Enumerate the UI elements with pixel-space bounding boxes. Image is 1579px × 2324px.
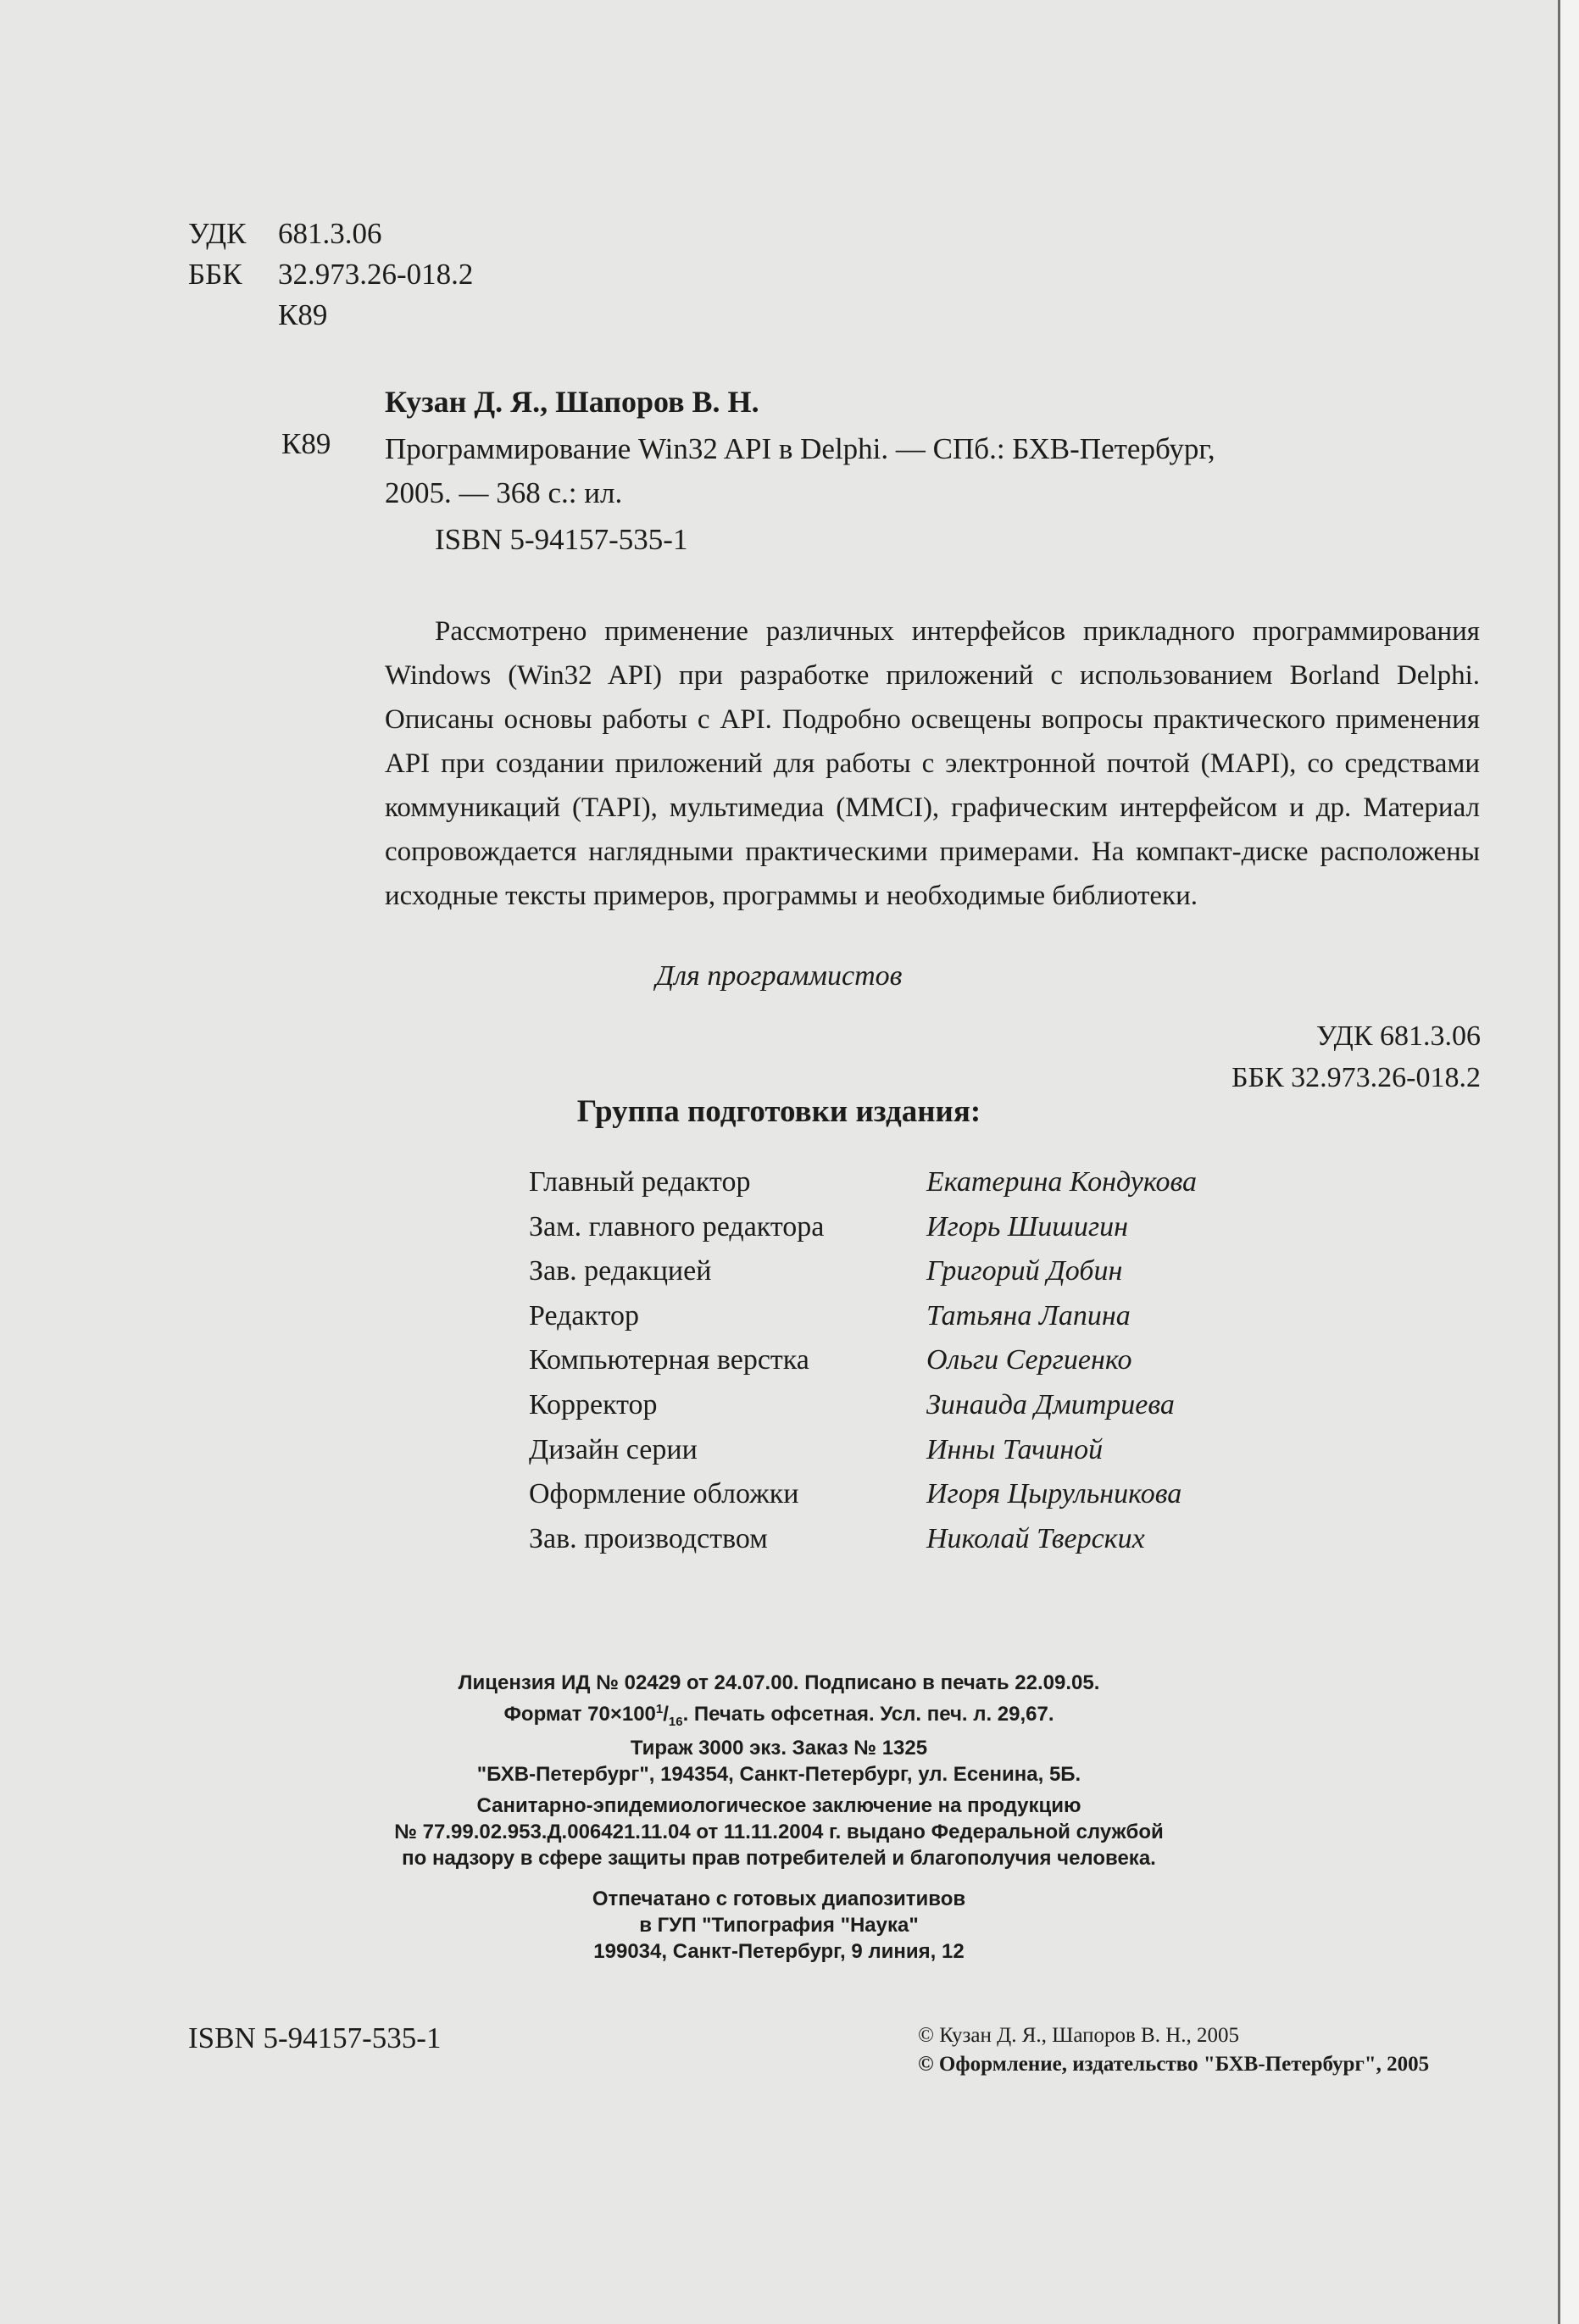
imprint-license-block bbox=[0, 1670, 1558, 1787]
staff-person: Игорь Шишигин bbox=[926, 1210, 1129, 1243]
staff-row bbox=[529, 1255, 1197, 1300]
bibliographic-line-1: Программирование Win32 API в Delphi. — СПб.: БХВ-Петербург, bbox=[385, 432, 1215, 465]
staff-row bbox=[529, 1166, 1197, 1211]
imprint-printed-2: в ГУП "Типография "Наука" bbox=[639, 1914, 919, 1937]
imprint-printed-block bbox=[0, 1886, 1558, 1965]
staff-role: Дизайн серии bbox=[529, 1433, 698, 1465]
staff-person: Екатерина Кондукова bbox=[926, 1166, 1197, 1198]
staff-row bbox=[529, 1478, 1197, 1523]
imprint-printed-1: Отпечатано с готовых диапозитивов bbox=[592, 1888, 966, 1910]
bibliographic-line-2: 2005. — 368 с.: ил. bbox=[385, 476, 623, 509]
staff-row bbox=[529, 1211, 1197, 1256]
udk-label: УДК bbox=[188, 217, 247, 250]
imprint-sanitary-2: № 77.99.02.953.Д.006421.11.04 от 11.11.2004 г. выдано Федеральной службой bbox=[394, 1821, 1164, 1843]
isbn-top: ISBN 5-94157-535-1 bbox=[435, 523, 688, 556]
index-right bbox=[1232, 1015, 1481, 1098]
staff-role: Зав. производством bbox=[529, 1522, 768, 1554]
author-mark: К89 bbox=[278, 298, 328, 331]
staff-role: Зав. редакцией bbox=[529, 1255, 712, 1287]
staff-person: Зинаида Дмитриева bbox=[926, 1388, 1175, 1421]
udk-value: 681.3.06 bbox=[278, 217, 382, 250]
copyright-design: © Оформление, издательство "БХВ-Петербург", 2005 bbox=[918, 2053, 1430, 2076]
annotation: Рассмотрено применение различных интерфейсов прикладного программирования Windows (Win32 API) при разработке приложений с использованием Borland Delphi. Описаны основы работы с API. Подробно освещены вопросы практического применения API при создании приложений для работы с электронной почтой (MAPI), со средствами коммуникаций (TAPI), мультимедиа (MMCI), графическим интерфейсом и др. Материал сопровождается наглядными практическими примерами. На компакт-диске расположены исходные тексты примеров, программы и необходимые библиотеки. bbox=[385, 616, 1480, 911]
staff-row bbox=[529, 1389, 1197, 1434]
imprint-sanitary-1: Санитарно-эпидемиологическое заключение на продукцию bbox=[476, 1794, 1081, 1817]
staff-title: Группа подготовки издания: bbox=[576, 1094, 981, 1129]
staff-person: Инны Тачиной bbox=[926, 1433, 1104, 1465]
imprint-format: Формат $70\times 100^1/_{16}$. Печать офсетная. Усл. печ. л. 29,67. bbox=[503, 1702, 1054, 1729]
authors: Кузан Д. Я., Шапоров В. Н. bbox=[385, 385, 759, 419]
staff-role: Зам. главного редактора bbox=[529, 1210, 825, 1243]
author-mark-row bbox=[188, 298, 473, 339]
copyright-authors: © Кузан Д. Я., Шапоров В. Н., 2005 bbox=[918, 2024, 1240, 2047]
imprint-run: Тираж 3000 экз. Заказ № 1325 bbox=[630, 1736, 928, 1760]
udk-right: УДК 681.3.06 bbox=[1315, 1020, 1481, 1052]
staff-person: Николай Тверских bbox=[926, 1522, 1145, 1554]
staff-row bbox=[529, 1434, 1197, 1479]
imprint-sanitary-3: по надзору в сфере защиты прав потребителей и благополучия человека. bbox=[402, 1847, 1156, 1870]
staff-role: Редактор bbox=[529, 1299, 639, 1332]
staff-role: Компьютерная верстка bbox=[529, 1344, 809, 1376]
staff-role: Корректор bbox=[529, 1388, 658, 1421]
copyright-block bbox=[918, 2021, 1429, 2079]
staff-list bbox=[529, 1166, 1197, 1567]
bibliographic-description bbox=[385, 427, 1434, 515]
imprint-publisher: "БХВ-Петербург", 194354, Санкт-Петербург, ул. Есенина, 5Б. bbox=[476, 1762, 1081, 1786]
staff-row bbox=[529, 1300, 1197, 1345]
staff-person: Игоря Цырульникова bbox=[926, 1478, 1182, 1510]
imprint-license: Лицензия ИД № 02429 от 24.07.00. Подписано в печать 22.09.05. bbox=[458, 1671, 1100, 1694]
classification-block bbox=[188, 217, 473, 339]
author-mark-side: К89 bbox=[281, 427, 331, 460]
bbk-row bbox=[188, 258, 473, 298]
udk-row bbox=[188, 217, 473, 258]
staff-row bbox=[529, 1344, 1197, 1389]
isbn-bottom: ISBN 5-94157-535-1 bbox=[188, 2021, 442, 2054]
bbk-label: ББК bbox=[188, 258, 242, 291]
staff-person: Ольги Сергиенко bbox=[926, 1344, 1132, 1376]
imprint-sanitary-block bbox=[0, 1793, 1558, 1871]
staff-person: Татьяна Лапина bbox=[926, 1299, 1131, 1332]
staff-row bbox=[529, 1523, 1197, 1568]
imprint-printed-3: 199034, Санкт-Петербург, 9 линия, 12 bbox=[593, 1940, 965, 1963]
staff-role: Главный редактор bbox=[529, 1166, 751, 1198]
bbk-right: ББК 32.973.26-018.2 bbox=[1231, 1062, 1481, 1093]
staff-role: Оформление обложки bbox=[529, 1478, 799, 1510]
staff-person: Григорий Добин bbox=[926, 1255, 1123, 1287]
bbk-value: 32.973.26-018.2 bbox=[278, 258, 474, 291]
audience: Для программистов bbox=[655, 960, 903, 992]
